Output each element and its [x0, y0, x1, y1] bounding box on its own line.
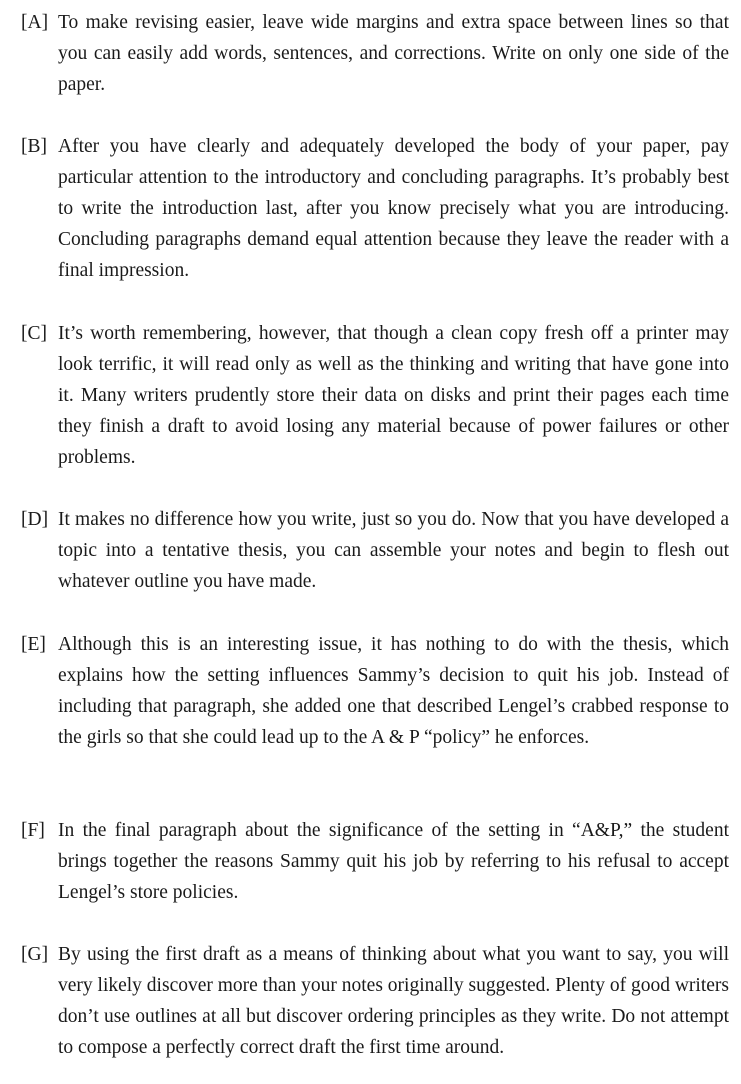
paragraph-d — [21, 504, 729, 597]
paragraph-label: [C] — [21, 323, 47, 344]
paragraph-c — [21, 318, 729, 473]
paragraph-text: It makes no difference how you write, just so you do. Now that you have developed a topic into a tentative thesis, you can assemble your notes and begin to flesh out whatever outline you have made. — [58, 509, 729, 592]
paragraph-g — [21, 939, 729, 1063]
paragraph-text: By using the first draft as a means of thinking about what you want to say, you will very likely discover more than your notes originally suggested. Plenty of good writers don’t use outlines at all but discover ordering principles as they write. Do not attempt to compose a perfectly correct draft the first time around. — [58, 944, 729, 1058]
paragraph-label: [D] — [21, 509, 49, 530]
paragraph-text: Although this is an interesting issue, it has nothing to do with the thesis, which explains how the setting influences Sammy’s decision to quit his job. Instead of including that paragraph, she added one that described Lengel’s crabbed response to the girls so that she could lead up to the A & P “policy” he enforces. — [58, 634, 729, 748]
paragraph-label: [A] — [21, 12, 49, 33]
paragraph-text: To make revising easier, leave wide margins and extra space between lines so that you can easily add words, sentences, and corrections. Write on only one side of the paper. — [58, 12, 729, 95]
paragraph-text: It’s worth remembering, however, that though a clean copy fresh off a printer may look terrific, it will read only as well as the thinking and writing that have gone into it. Many writers prudently store their data on disks and print their pages each time they finish a draft to avoid losing any material because of power failures or other problems. — [58, 323, 729, 468]
paragraph-text: In the final paragraph about the significance of the setting in “A&P,” the student brings together the reasons Sammy quit his job by referring to his refusal to accept Lengel’s store policies. — [58, 820, 729, 903]
paragraph-b — [21, 131, 729, 286]
paragraph-e — [21, 629, 729, 753]
paragraph-f — [21, 815, 729, 908]
paragraph-a — [21, 7, 729, 100]
paragraph-label: [F] — [21, 820, 45, 841]
paragraph-label: [G] — [21, 944, 49, 965]
paragraph-label: [E] — [21, 634, 46, 655]
paragraph-label: [B] — [21, 136, 47, 157]
paragraph-text: After you have clearly and adequately developed the body of your paper, pay particular attention to the introductory and concluding paragraphs. It’s probably best to write the introduction last, after you know precisely what you are introducing. Concluding paragraphs demand equal attention because they leave the reader with a final impression. — [58, 136, 729, 281]
